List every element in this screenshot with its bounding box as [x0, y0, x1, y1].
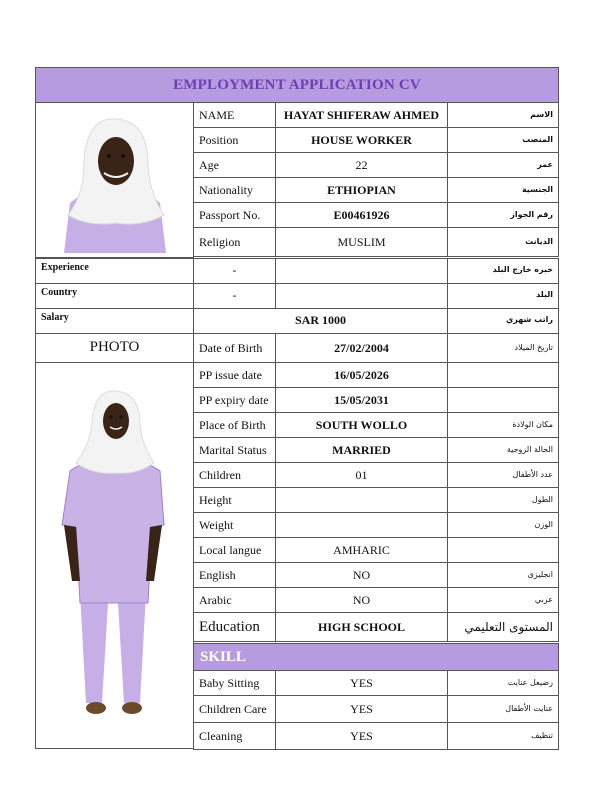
- rows-label: NAME: [193, 102, 276, 128]
- rows-ar: الديانت: [447, 227, 559, 257]
- details-ar: [447, 362, 559, 388]
- details-value: [275, 512, 448, 538]
- page-title: EMPLOYMENT APPLICATION CV: [35, 67, 559, 103]
- details-ar: [447, 387, 559, 413]
- details-value: NO: [275, 562, 448, 588]
- details-ar: انجليزى: [447, 562, 559, 588]
- rows-label: Position: [193, 127, 276, 153]
- details-ar: الطول: [447, 487, 559, 513]
- rows-value: ETHIOPIAN: [275, 177, 448, 203]
- rows-value: HOUSE WORKER: [275, 127, 448, 153]
- skills-value: YES: [275, 695, 448, 723]
- skills-ar: رضيعل عنايت: [447, 670, 559, 696]
- experience-label: Experience: [35, 258, 194, 284]
- details-value: NO: [275, 587, 448, 613]
- salary-value: SAR 1000: [193, 308, 448, 334]
- details-value: [275, 487, 448, 513]
- salary-label: Salary: [35, 308, 194, 334]
- country-ar: البلد: [447, 283, 559, 309]
- rows-ar: عمر: [447, 152, 559, 178]
- rows-label: Age: [193, 152, 276, 178]
- rows-label: Passport No.: [193, 202, 276, 228]
- details-ar: المستوى التعليمي: [447, 612, 559, 642]
- rows-label: Nationality: [193, 177, 276, 203]
- rows-ar: رقم الجواز: [447, 202, 559, 228]
- rows-value: E00461926: [275, 202, 448, 228]
- country-value: -: [193, 283, 276, 309]
- skills-label: Baby Sitting: [193, 670, 276, 696]
- skills-value: YES: [275, 722, 448, 750]
- rows-ar: الجنسية: [447, 177, 559, 203]
- skills-label: Children Care: [193, 695, 276, 723]
- rows-ar: المنصب: [447, 127, 559, 153]
- rows-ar: الاسم: [447, 102, 559, 128]
- details-value: SOUTH WOLLO: [275, 412, 448, 438]
- details-ar: عدد الأطفال: [447, 462, 559, 488]
- details-ar: عربي: [447, 587, 559, 613]
- details-value: 27/02/2004: [275, 333, 448, 363]
- skills-ar: تنظيف: [447, 722, 559, 750]
- details-label: Education: [193, 612, 276, 642]
- details-label: PP issue date: [193, 362, 276, 388]
- skills-ar: عنايت الأطفال: [447, 695, 559, 723]
- experience-extra: [275, 258, 448, 284]
- details-label: Local langue: [193, 537, 276, 563]
- skill-header: SKILL: [193, 643, 559, 671]
- experience-ar: خبره خارج البلد: [447, 258, 559, 284]
- details-ar: مكان الولادة: [447, 412, 559, 438]
- details-label: Children: [193, 462, 276, 488]
- details-ar: الوزن: [447, 512, 559, 538]
- details-value: 15/05/2031: [275, 387, 448, 413]
- details-label: Height: [193, 487, 276, 513]
- details-ar: [447, 537, 559, 563]
- photo-label: PHOTO: [35, 333, 194, 363]
- details-label: Place of Birth: [193, 412, 276, 438]
- rows-value: MUSLIM: [275, 227, 448, 257]
- country-extra: [275, 283, 448, 309]
- details-label: Marital Status: [193, 437, 276, 463]
- details-label: Weight: [193, 512, 276, 538]
- photo-fullbody: [35, 362, 194, 749]
- details-ar: تاريخ الميلاد: [447, 333, 559, 363]
- details-label: Arabic: [193, 587, 276, 613]
- skills-value: YES: [275, 670, 448, 696]
- details-label: English: [193, 562, 276, 588]
- headshot-image: [36, 103, 193, 257]
- details-label: PP expiry date: [193, 387, 276, 413]
- skills-label: Cleaning: [193, 722, 276, 750]
- photo-headshot: [35, 102, 194, 258]
- details-label: Date of Birth: [193, 333, 276, 363]
- salary-ar: راتب شهري: [447, 308, 559, 334]
- details-value: 16/05/2026: [275, 362, 448, 388]
- fullbody-image: [36, 363, 193, 748]
- details-value: AMHARIC: [275, 537, 448, 563]
- details-value: 01: [275, 462, 448, 488]
- country-label: Country: [35, 283, 194, 309]
- rows-value: 22: [275, 152, 448, 178]
- experience-value: -: [193, 258, 276, 284]
- rows-label: Religion: [193, 227, 276, 257]
- rows-value: HAYAT SHIFERAW AHMED: [275, 102, 448, 128]
- details-value: HIGH SCHOOL: [275, 612, 448, 642]
- details-ar: الحالة الزوجية: [447, 437, 559, 463]
- details-value: MARRIED: [275, 437, 448, 463]
